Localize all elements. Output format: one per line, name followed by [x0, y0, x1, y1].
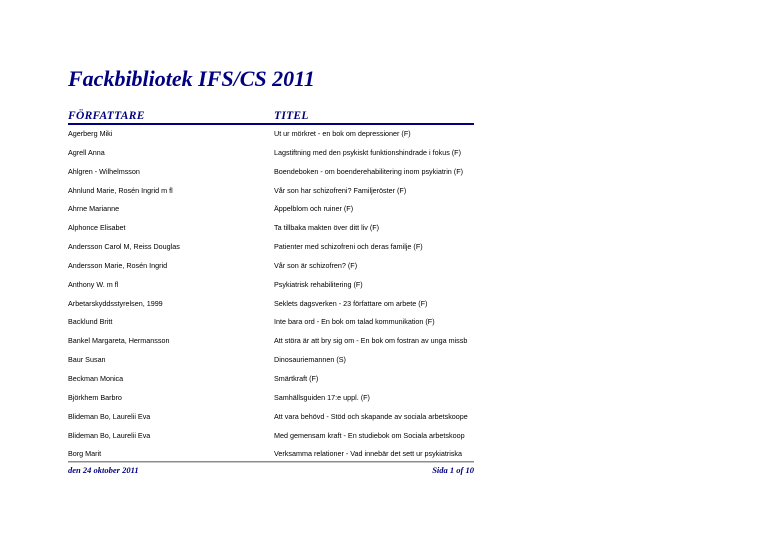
author-cell: Agrell Anna: [68, 147, 105, 157]
author-cell: Beckman Monica: [68, 373, 124, 383]
table-row: [68, 370, 474, 389]
title-cell: Smärtkraft (F): [274, 373, 319, 383]
table-row: [68, 427, 474, 446]
column-header-author: FÖRFATTARE: [68, 110, 145, 122]
title-cell: Samhällsguiden 17:e uppl. (F): [274, 392, 370, 402]
title-cell: Lagstiftning med den psykiskt funktionshindrade i fokus (F): [274, 147, 461, 157]
table-row: [68, 219, 474, 238]
title-cell: Dinosauriemannen (S): [274, 355, 346, 365]
author-cell: Blideman Bo, Laurelii Eva: [68, 411, 151, 421]
author-cell: Anthony W. m fl: [68, 279, 119, 289]
table-row: [68, 313, 474, 332]
table-row: [68, 125, 474, 144]
title-cell: Ta tillbaka makten över ditt liv (F): [274, 223, 380, 233]
title-cell: Seklets dagsverken - 23 författare om arbete (F): [274, 298, 428, 308]
table-row: [68, 257, 474, 276]
author-cell: Blideman Bo, Laurelii Eva: [68, 430, 151, 440]
table-row: [68, 238, 474, 257]
author-cell: Agerberg Miki: [68, 129, 113, 138]
title-cell: Vår son har schizofreni? Familjeröster (F): [274, 185, 407, 195]
title-cell: Psykiatrisk rehabilitering (F): [274, 279, 363, 289]
author-cell: Bankel Margareta, Hermansson: [68, 336, 170, 346]
page-number: Sida 1 of 10: [432, 465, 474, 475]
title-cell: Verksamma relationer - Vad innebär det sett ur psykiatriska: [274, 449, 463, 459]
column-header-title: TITEL: [274, 110, 309, 122]
table-row: [68, 144, 474, 163]
table-row: [68, 182, 474, 201]
author-cell: Alphonce Elisabet: [68, 223, 126, 233]
author-cell: Ahrne Marianne: [68, 204, 120, 214]
table-row: [68, 389, 474, 408]
footer-date: den 24 oktober 2011: [68, 465, 139, 475]
title-cell: Med gemensam kraft - En studiebok om Sociala arbetskoop: [274, 430, 465, 440]
title-cell: Att störa är att bry sig om - En bok om fostran av unga missb: [274, 336, 468, 346]
title-cell: Boendeboken - om boenderehabilitering inom psykiatrin (F): [274, 166, 463, 176]
author-cell: Andersson Carol M, Reiss Douglas: [68, 242, 180, 252]
author-cell: Andersson Marie, Rosén Ingrid: [68, 260, 168, 270]
page-title: Fackbibliotek IFS/CS 2011: [68, 66, 315, 91]
author-cell: Borg Marit: [68, 449, 102, 459]
table-row: [68, 332, 474, 351]
table-row: [68, 276, 474, 295]
title-cell: Äppelblom och ruiner (F): [274, 204, 354, 214]
table-row: [68, 295, 474, 314]
author-cell: Björkhem Barbro: [68, 392, 122, 402]
table-row: [68, 408, 474, 427]
author-cell: Backlund Britt: [68, 317, 113, 327]
title-cell: Vår son är schizofren? (F): [274, 260, 358, 270]
table-row: [68, 200, 474, 219]
author-cell: Arbetarskyddsstyrelsen, 1999: [68, 298, 163, 308]
author-cell: Ahlgren - Wilhelmsson: [68, 166, 140, 176]
title-cell: Inte bara ord - En bok om talad kommunikation (F): [274, 317, 435, 327]
footer-rule: [68, 461, 474, 463]
table-row: [68, 351, 474, 370]
book-list: [68, 125, 474, 464]
title-cell: Patienter med schizofreni och deras familje (F): [274, 242, 423, 252]
author-cell: Baur Susan: [68, 355, 106, 365]
table-row: [68, 163, 474, 182]
author-cell: Ahnlund Marie, Rosén Ingrid m fl: [68, 185, 173, 195]
title-cell: Att vara behövd - Stöd och skapande av sociala arbetskoope: [274, 411, 468, 421]
title-cell: Ut ur mörkret - en bok om depressioner (F): [274, 129, 411, 138]
